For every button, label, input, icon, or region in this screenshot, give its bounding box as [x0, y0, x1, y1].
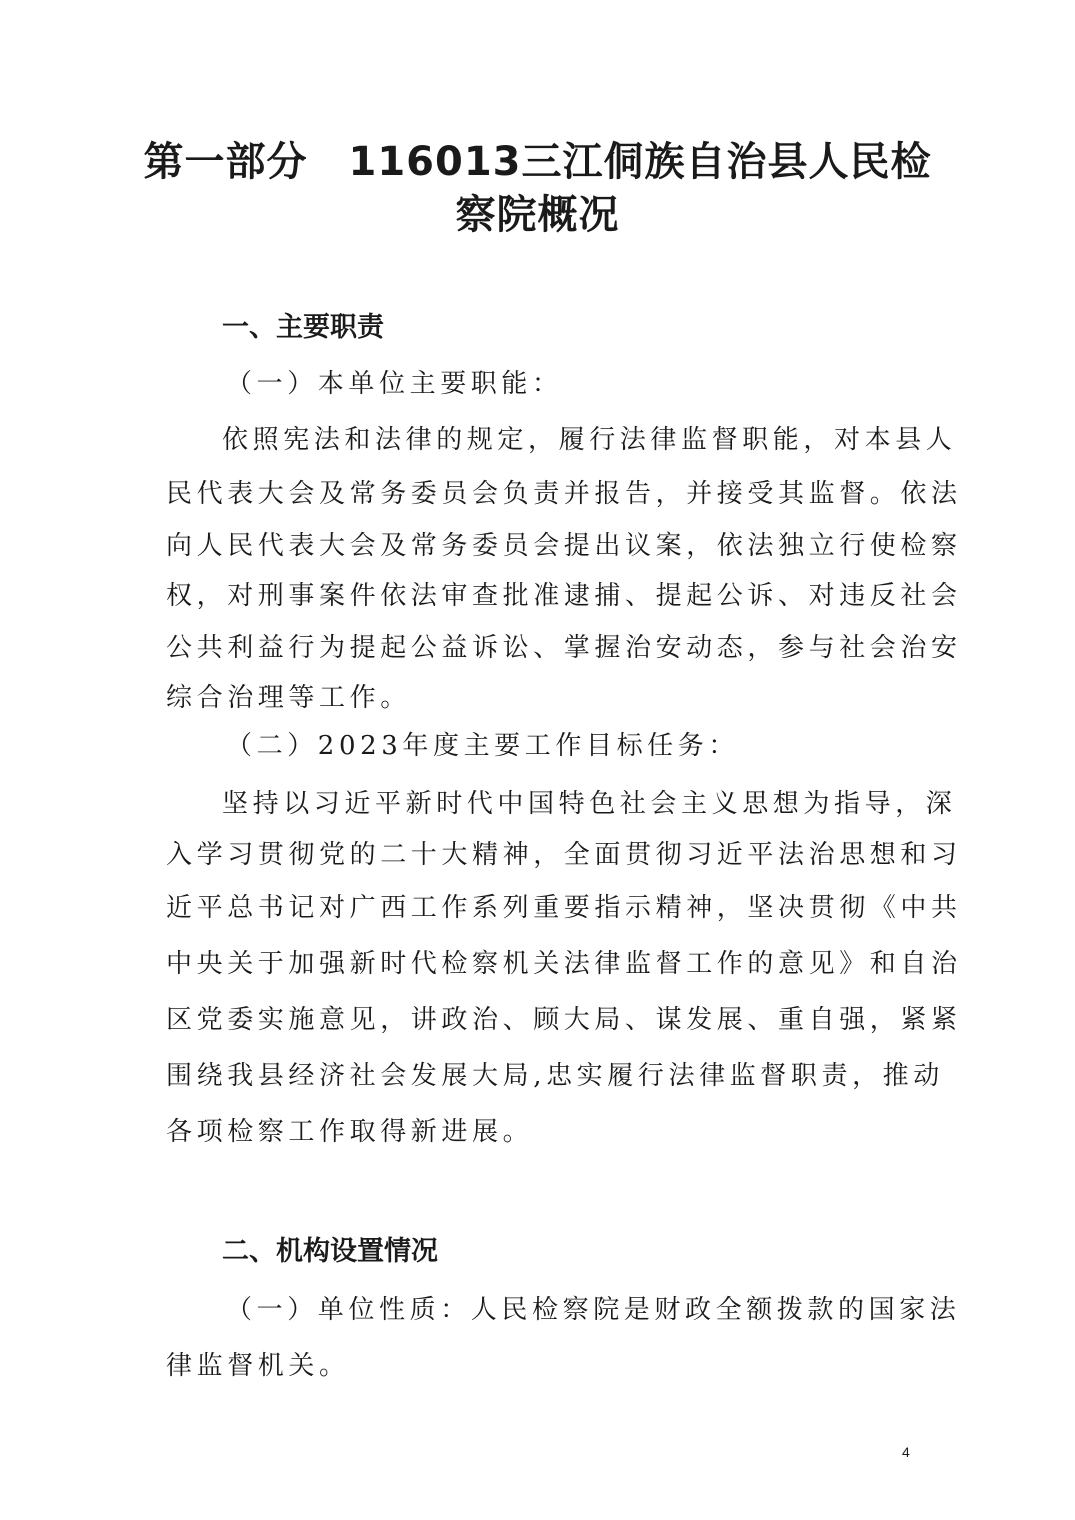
paragraph-line: 律监督机关。 — [166, 1351, 350, 1381]
page-number: 4 — [902, 1444, 910, 1460]
paragraph-line: 近平总书记对广西工作系列重要指示精神，坚决贯彻《中共 — [166, 893, 962, 923]
paragraph-line: 权，对刑事案件依法审查批准逮捕、提起公诉、对违反社会 — [166, 581, 962, 611]
section-heading-main-duties: 一、主要职责 — [222, 312, 384, 343]
subheading-main-functions: （一）本单位主要职能： — [226, 369, 563, 399]
paragraph-line: 中央关于加强新时代检察机关法律监督工作的意见》和自治 — [166, 949, 962, 979]
paragraph-line: （一）单位性质：人民检察院是财政全额拨款的国家法 — [226, 1295, 961, 1325]
paragraph-line: 综合治理等工作。 — [166, 683, 411, 713]
paragraph-line: 向人民代表大会及常务委员会提出议案，依法独立行使检察 — [166, 531, 962, 561]
paragraph-line: 入学习贯彻党的二十大精神，全面贯彻习近平法治思想和习 — [166, 840, 962, 870]
paragraph-line: 各项检察工作取得新进展。 — [166, 1117, 534, 1147]
paragraph-line: 公共利益行为提起公益诉讼、掌握治安动态，参与社会治安 — [166, 633, 962, 663]
subheading-annual-goals: （二）2023年度主要工作目标任务： — [226, 731, 739, 761]
page-title-line-1: 第一部分 116013三江侗族自治县人民检 — [143, 139, 932, 185]
paragraph-line: 围绕我县经济社会发展大局,忠实履行法律监督职责，推动 — [166, 1061, 944, 1091]
paragraph-line: 区党委实施意见，讲政治、顾大局、谋发展、重自强，紧紧 — [166, 1005, 962, 1035]
paragraph-line: 民代表大会及常务委员会负责并报告，并接受其监督。依法 — [166, 479, 962, 509]
paragraph-line: 坚持以习近平新时代中国特色社会主义思想为指导，深 — [222, 789, 957, 819]
section-heading-organization: 二、机构设置情况 — [222, 1236, 438, 1267]
page-title-line-2: 察院概况 — [455, 192, 620, 238]
paragraph-line: 依照宪法和法律的规定，履行法律监督职能，对本县人 — [222, 425, 957, 455]
